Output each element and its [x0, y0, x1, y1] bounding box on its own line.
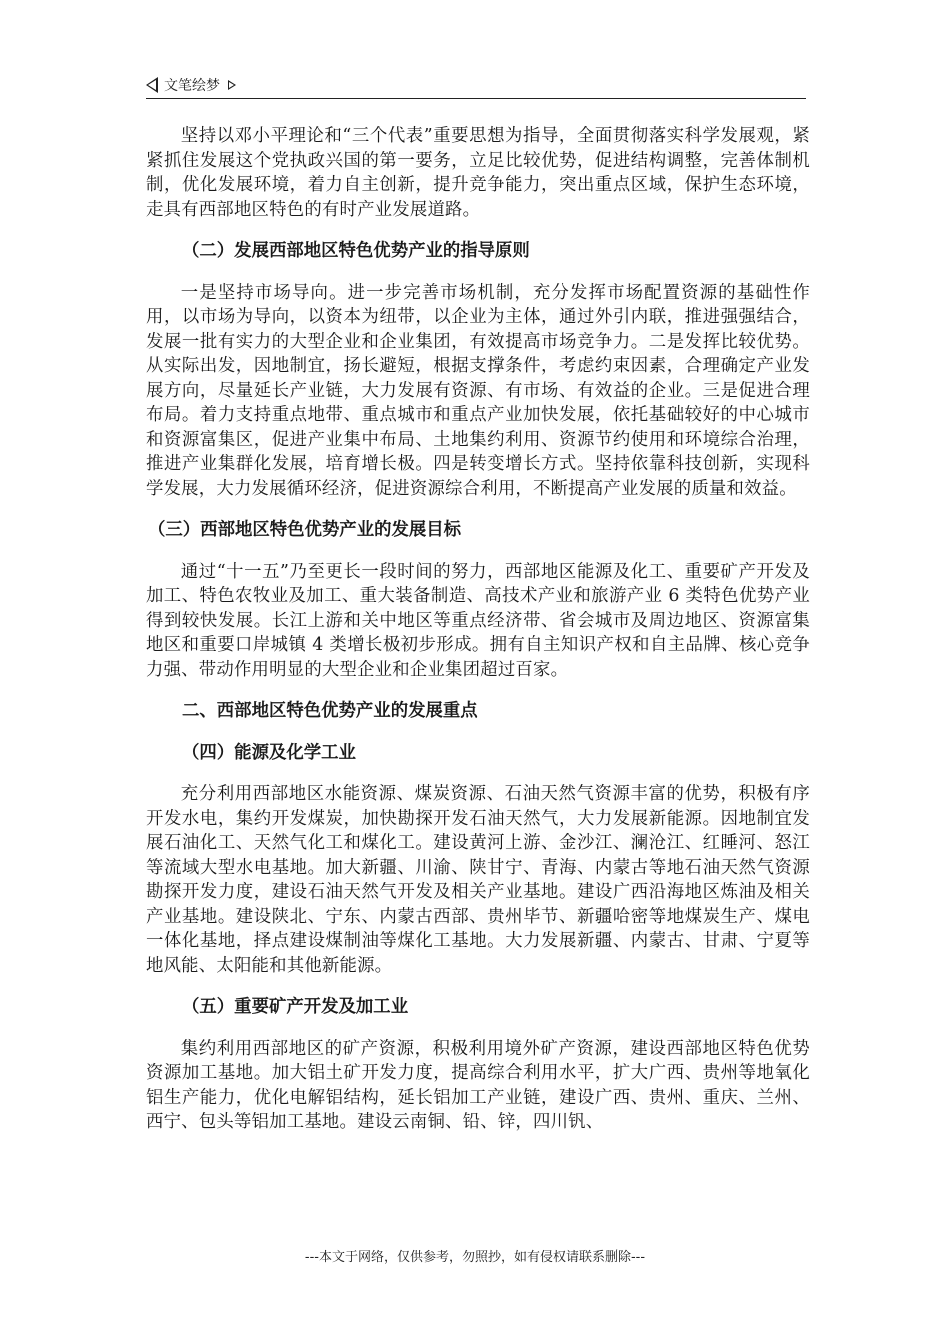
header-title: 文笔绘梦 — [164, 78, 220, 94]
page-header — [146, 74, 806, 99]
heading-development-goals: （三）西部地区特色优势产业的发展目标 — [148, 520, 462, 540]
heading-mineral-processing: （五）重要矿产开发及加工业 — [182, 997, 409, 1017]
triangle-right-icon — [228, 80, 236, 90]
heading-guiding-principles: （二）发展西部地区特色优势产业的指导原则 — [182, 241, 530, 261]
paragraph-guiding-ideology: 坚持以邓小平理论和“三个代表”重要思想为指导，全面贯彻落实科学发展观，紧紧抓住发展这个党执政兴国的第一要务，立足比较优势，促进结构调整，完善体制机制，优化发展环境，着力自主创新，提升竞争能力，突出重点区域，保护生态环境，走具有西部地区特色的有时产业发展道路。 — [146, 126, 810, 220]
triangle-left-icon — [146, 77, 158, 93]
paragraph-energy-chemical: 充分利用西部地区水能资源、煤炭资源、石油天然气资源丰富的优势，积极有序开发水电，集约开发煤炭，加快勘探开发石油天然气，大力发展新能源。因地制宜发展石油化工、天然气化工和煤化工。建设黄河上游、金沙江、澜沧江、红睡河、怒江等流域大型水电基地。加大新疆、川渝、陕甘宁、青海、内蒙古等地石油天然气资源勘探开发力度，建设石油天然气开发及相关产业基地。建设广西沿海地区炼油及相关产业基地。建设陕北、宁东、内蒙古西部、贵州毕节、新疆哈密等地煤炭生产、煤电一体化基地，择点建设煤制油等煤化工基地。大力发展新疆、内蒙古、甘肃、宁夏等地风能、太阳能和其他新能源。 — [146, 784, 810, 976]
paragraph-mineral-processing: 集约利用西部地区的矿产资源，积极利用境外矿产资源，建设西部地区特色优势资源加工基地。加大铝土矿开发力度，提高综合利用水平，扩大广西、贵州等地氧化铝生产能力，优化电解铝结构，延长铝加工产业链，建设广西、贵州、重庆、兰州、西宁、包头等铝加工基地。建设云南铜、铅、锌，四川钒、 — [146, 1038, 810, 1132]
heading-energy-chemical: （四）能源及化学工业 — [182, 742, 356, 763]
heading-development-focus: 二、西部地区特色优势产业的发展重点 — [182, 701, 478, 721]
document-body — [146, 124, 810, 1135]
paragraph-development-goals: 通过“十一五”乃至更长一段时间的努力，西部地区能源及化工、重要矿产开发及加工、特色农牧业及加工、重大装备制造、高技术产业和旅游产业 6 类特色优势产业得到较快发展。长江上游和关中地区等重点经济带、省会城市及周边地区、资源富集地区和重要口岸城镇 4 类增长极初步形成。拥有自主知识产权和自主品牌、核心竞争力强、带动作用明显的大型企业和企业集团超过百家。 — [146, 561, 810, 680]
page-footer: ---本文于网络，仅供参考，勿照抄，如有侵权请联系删除--- — [304, 1250, 646, 1265]
paragraph-guiding-principles: 一是坚持市场导向。进一步完善市场机制，充分发挥市场配置资源的基础性作用，以市场为导向，以资本为纽带，以企业为主体，通过外引内联，推进强强结合，发展一批有实力的大型企业和企业集团，有效提高市场竞争力。二是发挥比较优势。从实际出发，因地制宜，扬长避短，根据支撑条件，考虑约束因素，合理确定产业发展方向，尽量延长产业链，大力发展有资源、有市场、有效益的企业。三是促进合理布局。着力支持重点地带、重点城市和重点产业加快发展，依托基础较好的中心城市和资源富集区，促进产业集中布局、土地集约利用、资源节约使用和环境综合治理，推进产业集群化发展，培育增长极。四是转变增长方式。坚持依靠科技创新，实现科学发展，大力发展循环经济，促进资源综合利用，不断提高产业发展的质量和效益。 — [146, 282, 810, 499]
header-bar — [146, 75, 236, 95]
